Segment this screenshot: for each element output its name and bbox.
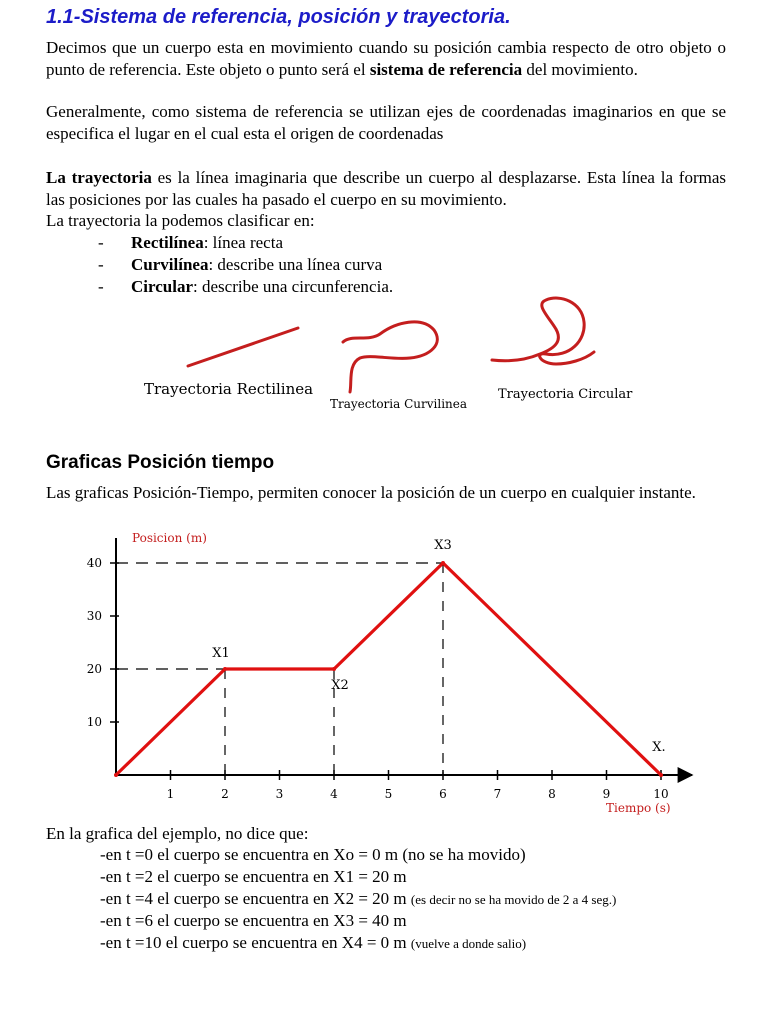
trajectory-figures bbox=[0, 290, 768, 430]
paragraph-movimiento: Decimos que un cuerpo esta en movimiento cuando su posición cambia respecto de otro objeto o punto de referencia. Este objeto o punto será el sistema de referencia del movimiento. bbox=[46, 38, 726, 79]
label-rectilinea: Trayectoria Rectilinea bbox=[144, 380, 314, 398]
paragraph-clasificar: La trayectoria la podemos clasificar en: bbox=[46, 211, 315, 230]
list-item: -en t =4 el cuerpo se encuentra en X2 = 20 m (es decir no se ha movido de 2 a 4 seg.) bbox=[100, 889, 617, 908]
data-point bbox=[114, 773, 118, 777]
x-tick-label: 4 bbox=[330, 787, 338, 801]
graficas-intro: Las graficas Posición-Tiempo, permiten conocer la posición de un cuerpo en cualquier instante. bbox=[46, 483, 696, 502]
rectilinear-line bbox=[188, 328, 298, 366]
graficas-after: En la grafica del ejemplo, no dice que: bbox=[46, 824, 309, 843]
data-point bbox=[441, 561, 445, 565]
paragraph-trayectoria: La trayectoria es la línea imaginaria que describe un cuerpo al desplazarse. Esta línea la formas las posiciones por las cuales ha pasado el cuerpo en su movimiento. bbox=[46, 168, 727, 209]
curvilinear-curve bbox=[343, 322, 437, 392]
list-item: -en t =10 el cuerpo se encuentra en X4 = 0 m (vuelve a donde salio) bbox=[100, 933, 527, 952]
circular-loop bbox=[492, 298, 594, 364]
x-axis-label: Tiempo (s) bbox=[606, 801, 671, 815]
data-point bbox=[332, 667, 336, 671]
x-tick-label: 6 bbox=[439, 787, 447, 801]
point-label: X1 bbox=[212, 646, 230, 661]
point-label: X2 bbox=[331, 678, 349, 693]
position-time-chart bbox=[0, 520, 768, 820]
y-tick-label: 30 bbox=[86, 609, 102, 623]
x-tick-label: 9 bbox=[602, 787, 611, 801]
x-tick-label: 5 bbox=[384, 787, 393, 801]
y-axis-label: Posicion (m) bbox=[132, 531, 207, 545]
x-tick-label: 8 bbox=[548, 787, 556, 801]
label-curvilinea: Trayectoria Curvilinea bbox=[330, 397, 468, 411]
list-item: -en t =6 el cuerpo se encuentra en X3 = 40 m bbox=[100, 911, 407, 930]
list-item: -en t =0 el cuerpo se encuentra en Xo = 0 m (no se ha movido) bbox=[100, 845, 526, 864]
y-tick-label: 20 bbox=[86, 662, 102, 676]
paragraph-sistema-referencia: Generalmente, como sistema de referencia se utilizan ejes de coordenadas imaginarios en que se especifica el lugar en el cual esta el origen de coordenadas bbox=[46, 102, 726, 143]
x-tick-label: 7 bbox=[493, 787, 502, 801]
data-point bbox=[223, 667, 227, 671]
x-tick-label: 10 bbox=[653, 787, 669, 801]
graficas-title: Graficas Posición tiempo bbox=[46, 452, 275, 473]
y-tick-label: 10 bbox=[86, 715, 102, 729]
point-label: X3 bbox=[434, 538, 452, 553]
label-circular: Trayectoria Circular bbox=[498, 387, 633, 402]
x-tick-label: 3 bbox=[275, 787, 284, 801]
x-tick-label: 1 bbox=[166, 787, 175, 801]
list-item: -en t =2 el cuerpo se encuentra en X1 = 20 m bbox=[100, 867, 407, 886]
data-point bbox=[659, 773, 663, 777]
section-title: 1.1-Sistema de referencia, posición y trayectoria. bbox=[46, 6, 511, 28]
y-tick-label: 40 bbox=[86, 556, 102, 570]
point-label: X. bbox=[652, 740, 666, 755]
x-tick-label: 2 bbox=[221, 787, 229, 801]
chart-notes-list bbox=[100, 844, 616, 954]
